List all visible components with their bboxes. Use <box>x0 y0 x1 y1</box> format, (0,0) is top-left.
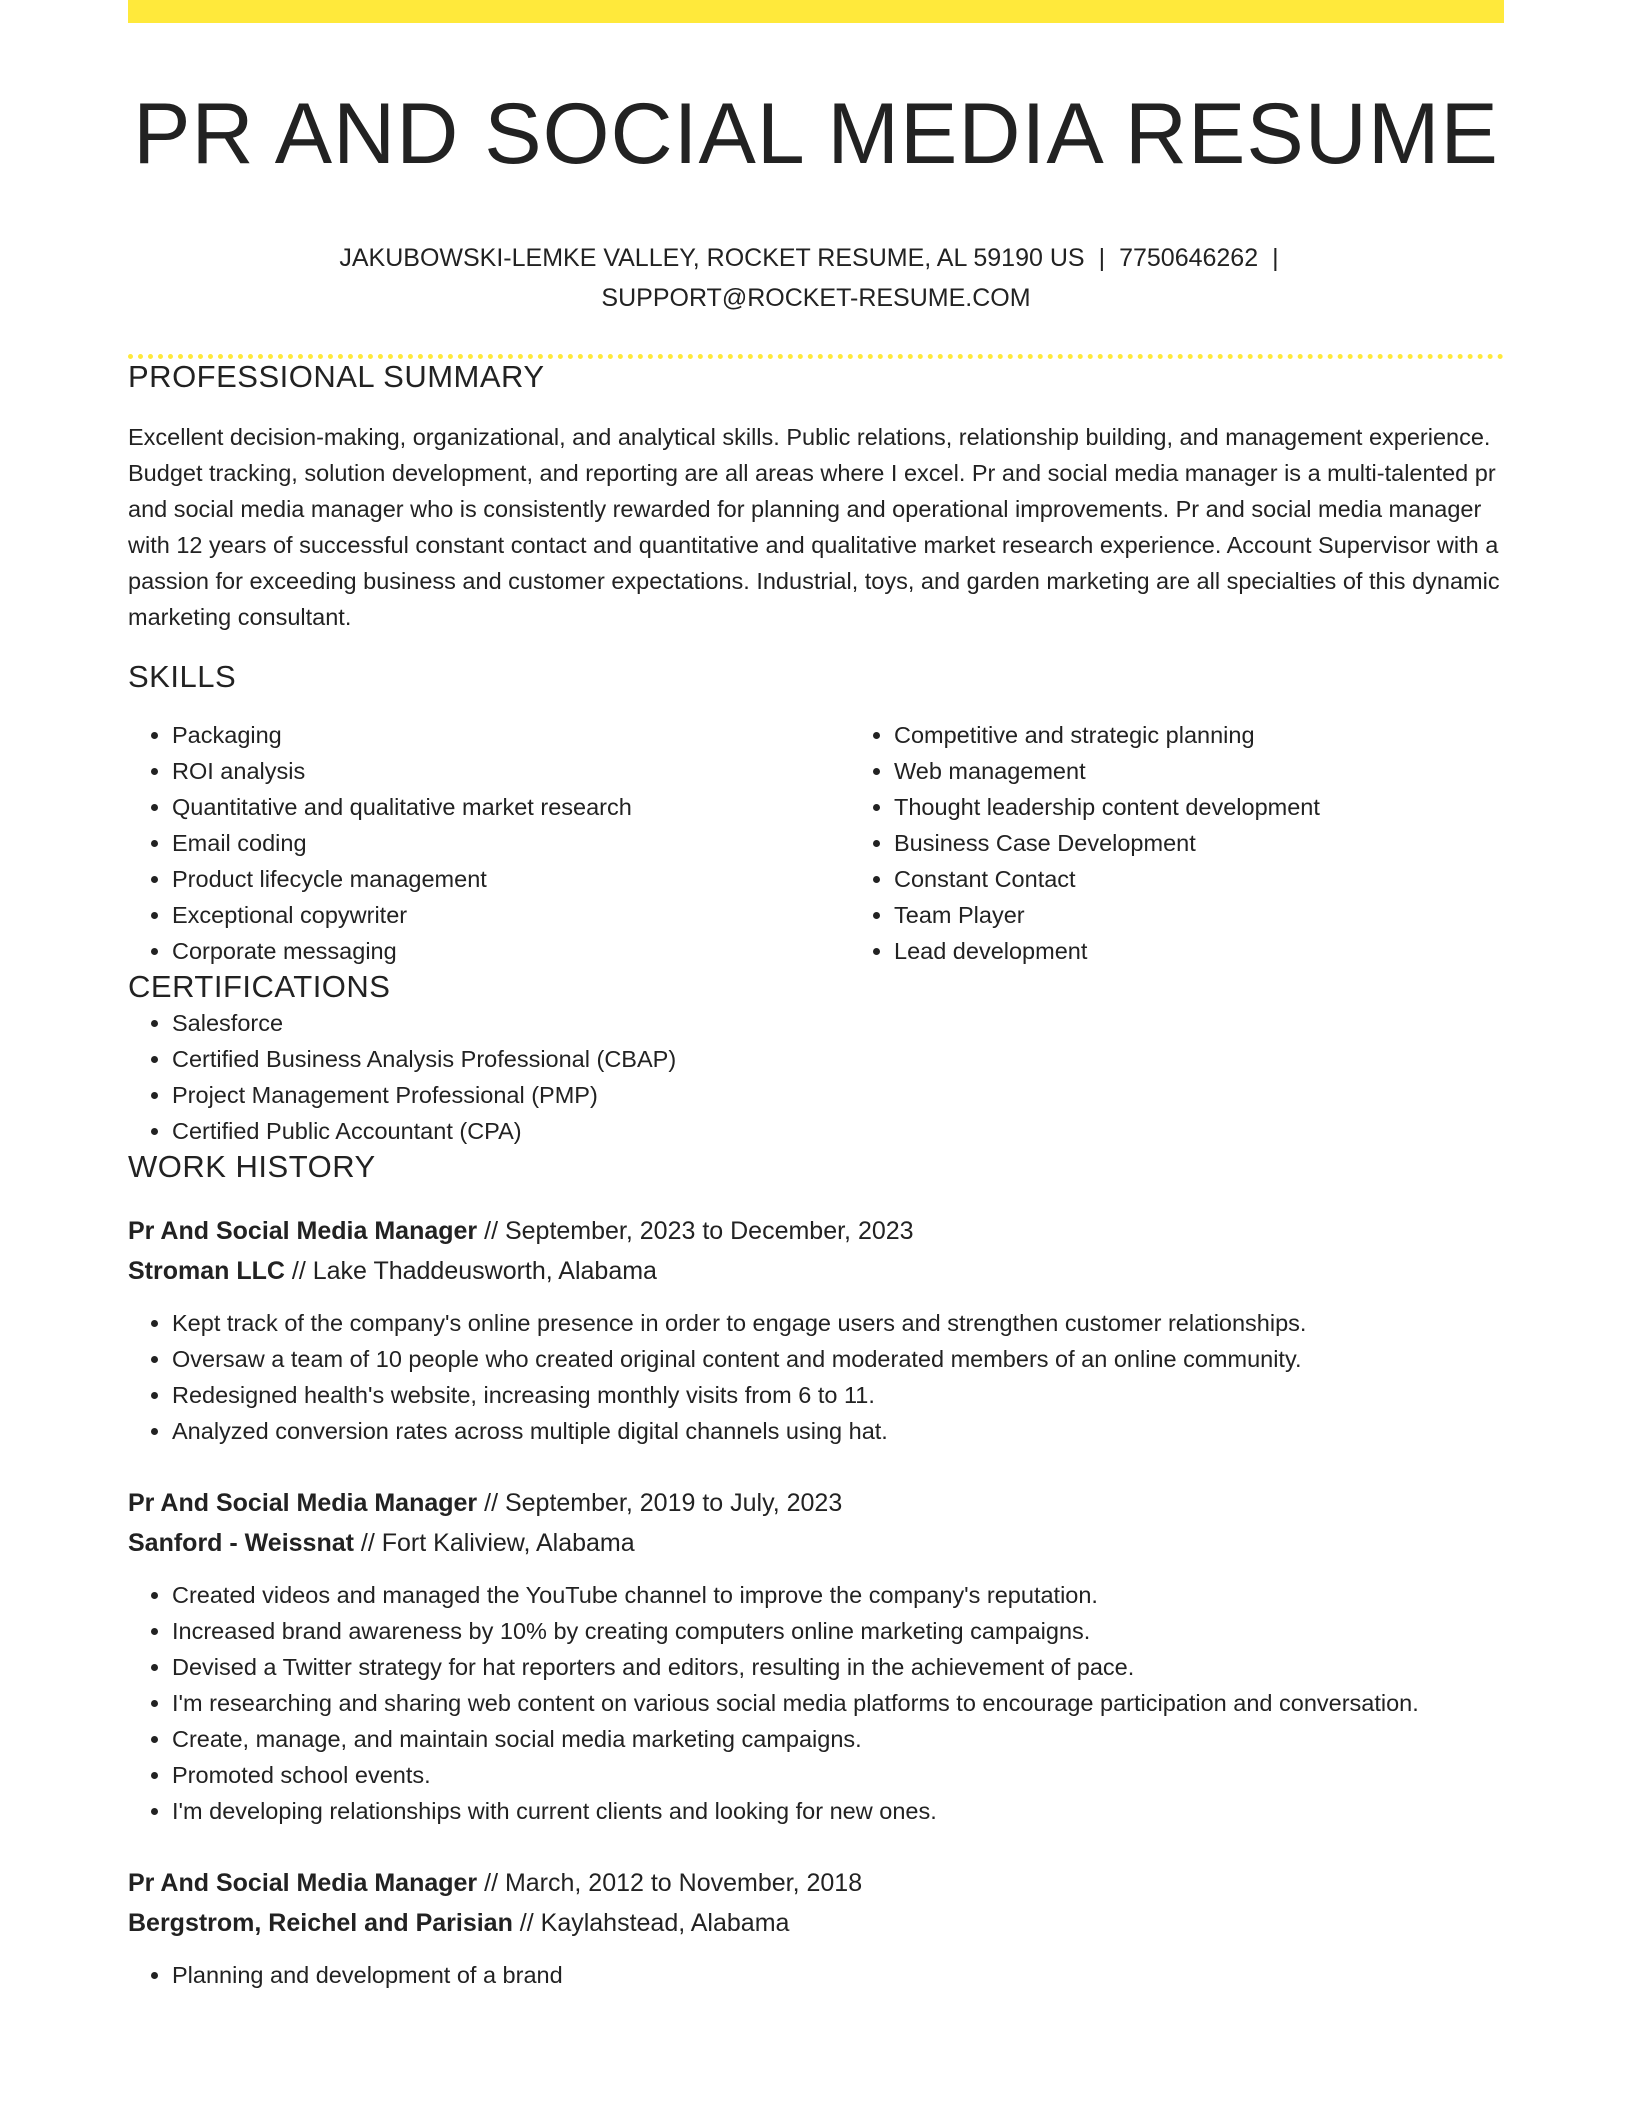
job-bullet: • Created videos and managed the YouTube channel to improve the company's reputation. <box>172 1577 1504 1613</box>
job-bullet: • Redesigned health's website, increasing monthly visits from 6 to 11. <box>172 1377 1504 1413</box>
job-title-line <box>128 1483 1504 1523</box>
job-bullet: • Kept track of the company's online presence in order to engage users and strengthen customer relationships. <box>172 1305 1504 1341</box>
job-entry <box>128 1211 1504 1449</box>
resume-title: PR AND SOCIAL MEDIA RESUME <box>133 86 1499 182</box>
list-item: • Constant Contact <box>894 861 1572 897</box>
contact-email: SUPPORT@ROCKET-RESUME.COM <box>601 284 1031 313</box>
skills-list <box>128 717 1504 969</box>
skills-column-right <box>850 717 1572 969</box>
job-entry <box>128 1483 1504 1829</box>
list-item: • Certified Business Analysis Professional (CBAP) <box>172 1041 1504 1077</box>
list-item: • Competitive and strategic planning <box>894 717 1572 753</box>
job-title: Pr And Social Media Manager <box>128 1868 478 1897</box>
list-item: • Lead development <box>894 933 1572 969</box>
job-dates: // March, 2012 to November, 2018 <box>477 1868 863 1897</box>
skills-column-left <box>128 717 850 969</box>
job-bullets <box>128 1577 1504 1829</box>
job-company-line <box>128 1251 1504 1291</box>
list-item: • Corporate messaging <box>172 933 850 969</box>
list-item: • Project Management Professional (PMP) <box>172 1077 1504 1113</box>
list-item: • Business Case Development <box>894 825 1572 861</box>
contact-address: JAKUBOWSKI-LEMKE VALLEY, ROCKET RESUME, AL 59190 US <box>339 244 1085 273</box>
job-title: Pr And Social Media Manager <box>128 1216 478 1245</box>
job-company-line <box>128 1903 1504 1943</box>
skills-heading: SKILLS <box>128 658 237 694</box>
certifications-list <box>128 1005 1504 1149</box>
job-title: Pr And Social Media Manager <box>128 1488 478 1517</box>
job-location: // Fort Kaliview, Alabama <box>353 1528 635 1557</box>
list-item: • Email coding <box>172 825 850 861</box>
contact-phone: 7750646262 <box>1119 244 1259 273</box>
list-item: • Quantitative and qualitative market research <box>172 789 850 825</box>
work-history-list <box>128 1211 1504 1993</box>
job-bullet: • Planning and development of a brand <box>172 1957 1504 1993</box>
job-title-line <box>128 1211 1504 1251</box>
job-bullet: • Increased brand awareness by 10% by creating computers online marketing campaigns. <box>172 1613 1504 1649</box>
list-item: • Thought leadership content development <box>894 789 1572 825</box>
list-item: • ROI analysis <box>172 753 850 789</box>
job-bullets <box>128 1305 1504 1449</box>
contact-info <box>316 238 1316 318</box>
summary-heading: PROFESSIONAL SUMMARY <box>128 359 545 395</box>
job-bullets <box>128 1957 1504 1993</box>
list-item: • Team Player <box>894 897 1572 933</box>
contact-separator: | <box>1098 244 1106 273</box>
list-item: • Packaging <box>172 717 850 753</box>
job-bullet: • Create, manage, and maintain social media marketing campaigns. <box>172 1721 1504 1757</box>
job-company: Stroman LLC <box>128 1256 285 1285</box>
job-bullet: • Devised a Twitter strategy for hat reporters and editors, resulting in the achievement of pace. <box>172 1649 1504 1685</box>
job-bullet: • Analyzed conversion rates across multiple digital channels using hat. <box>172 1413 1504 1449</box>
job-bullet: • Promoted school events. <box>172 1757 1504 1793</box>
job-company: Bergstrom, Reichel and Parisian <box>128 1908 513 1937</box>
accent-bar <box>128 0 1504 23</box>
contact-separator: | <box>1272 244 1279 273</box>
list-item: • Web management <box>894 753 1572 789</box>
job-title-line <box>128 1863 1504 1903</box>
job-company: Sanford - Weissnat <box>128 1528 354 1557</box>
work-history-heading: WORK HISTORY <box>128 1148 376 1184</box>
list-item: • Product lifecycle management <box>172 861 850 897</box>
job-bullet: • Oversaw a team of 10 people who created original content and moderated members of an online community. <box>172 1341 1504 1377</box>
list-item: • Salesforce <box>172 1005 1504 1041</box>
job-dates: // September, 2023 to December, 2023 <box>477 1216 914 1245</box>
list-item: • Exceptional copywriter <box>172 897 850 933</box>
job-bullet: • I'm researching and sharing web content on various social media platforms to encourage participation and conversation. <box>172 1685 1504 1721</box>
job-dates: // September, 2019 to July, 2023 <box>477 1488 843 1517</box>
summary-text: Excellent decision-making, organizational, and analytical skills. Public relations, relationship building, and management experience. Budget tracking, solution development, and reporting are all areas where I excel. Pr and social media manager is a multi-talented pr and social media manager who is consistently rewarded for planning and operational improvements. Pr and social media manager with 12 years of successful constant contact and quantitative and qualitative market research experience. Account Supervisor with a passion for exceeding business and customer expectations. Industrial, toys, and garden marketing are all specialties of this dynamic marketing consultant. <box>128 424 1500 631</box>
resume-page <box>128 0 1504 1993</box>
job-location: // Kaylahstead, Alabama <box>512 1908 790 1937</box>
job-bullet: • I'm developing relationships with current clients and looking for new ones. <box>172 1793 1504 1829</box>
job-company-line <box>128 1523 1504 1563</box>
job-entry <box>128 1863 1504 1993</box>
certifications-heading: CERTIFICATIONS <box>128 968 391 1004</box>
job-location: // Lake Thaddeusworth, Alabama <box>284 1256 657 1285</box>
list-item: • Certified Public Accountant (CPA) <box>172 1113 1504 1149</box>
